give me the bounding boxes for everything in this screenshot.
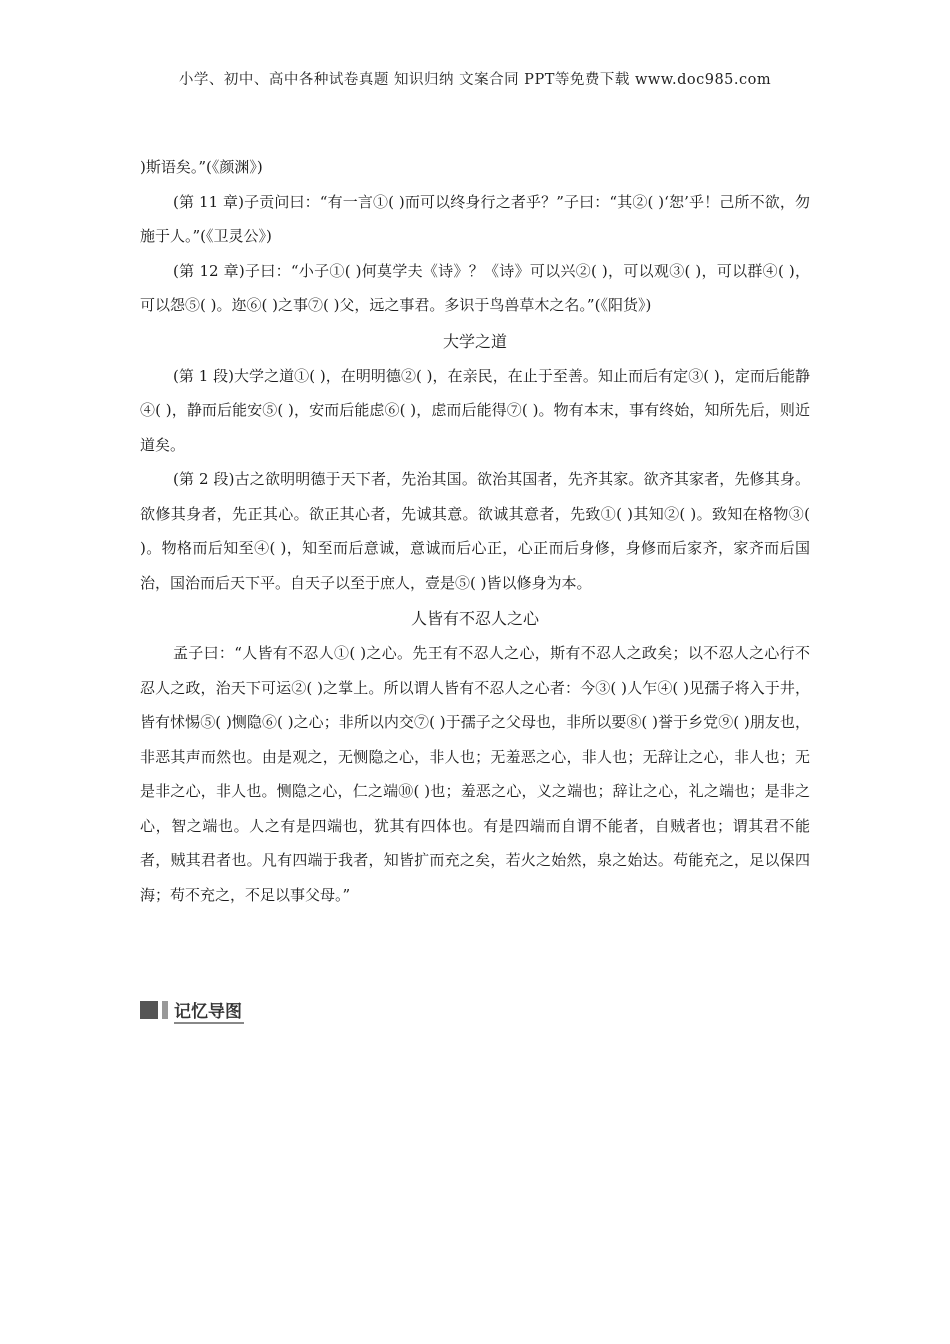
paragraph-daxue-2: (第 2 段)古之欲明明德于天下者，先治其国。欲治其国者，先齐其家。欲齐其家者，先修其身。欲修其身者，先正其心。欲正其心者，先诚其意。欲诚其意者，先致①( )其知②( )。致知在格物③( )。物格而后知至④( )，知至而后意诚，意诚而后心正，心正而后身修，身修而后家齐，家齐而后国治，国治而后天下平。自天子以至于庶人，壹是⑤( )皆以修身为本。 [140, 470, 810, 592]
heading-block-icon [140, 1001, 158, 1019]
section-title-burenren: 人皆有不忍人之心 [410, 609, 539, 628]
document-body [140, 150, 810, 912]
paragraph-daxue-1: (第 1 段)大学之道①( )，在明明德②( )，在亲民，在止于至善。知止而后有定③( )，定而后能静④( )，静而后能安⑤( )，安而后能虑⑥( )，虑而后能得⑦( )。物有本末，事有终始，知所先后，则近道矣。 [140, 366, 810, 454]
paragraph-chapter-11: (第 11 章)子贡问曰：“有一言①( )而可以终身行之者乎？”子曰：“其②( )‘恕’乎！己所不欲，勿施于人。”(《卫灵公》) [140, 192, 810, 245]
memory-map-heading [140, 1000, 244, 1020]
memory-map-label: 记忆导图 [174, 997, 244, 1024]
section-title-daxue: 大学之道 [442, 331, 507, 351]
paragraph-mencius: 孟子曰：“人皆有不忍人①( )之心。先王有不忍人之心，斯有不忍人之政矣；以不忍人之心行不忍人之政，治天下可运②( )之掌上。所以谓人皆有不忍人之心者：今③( )人乍④( )见孺子将入于井，皆有怵惕⑤( )恻隐⑥( )之心；非所以内交⑦( )于孺子之父母也，非所以要⑧( )誉于乡党⑨( )朋友也，非恶其声而然也。由是观之，无恻隐之心，非人也；无羞恶之心，非人也；无辞让之心，非人也；无是非之心，非人也。恻隐之心，仁之端⑩( )也；羞恶之心，义之端也；辞让之心，礼之端也；是非之心，智之端也。人之有是四端也，犹其有四体也。有是四端而自谓不能者，自贼者也；谓其君不能者，贼其君者也。凡有四端于我者，知皆扩而充之矣，若火之始然，泉之始达。苟能充之，足以保四海；苟不充之，不足以事父母。” [140, 644, 810, 904]
paragraph-chapter-12: (第 12 章)子曰：“小子①( )何莫学夫《诗》？《诗》可以兴②( )，可以观③( )，可以群④( )，可以怨⑤( )。迩⑥( )之事⑦( )父，远之事君。多识于鸟兽草木之名。”(《阳货》) [140, 261, 810, 314]
heading-stripe-icon [162, 1001, 168, 1019]
page-header: 小学、初中、高中各种试卷真题 知识归纳 文案合同 PPT等免费下载 www.doc985.com [178, 72, 772, 88]
paragraph-yanyuan-end: )斯语矣。”(《颜渊》) [140, 158, 263, 176]
